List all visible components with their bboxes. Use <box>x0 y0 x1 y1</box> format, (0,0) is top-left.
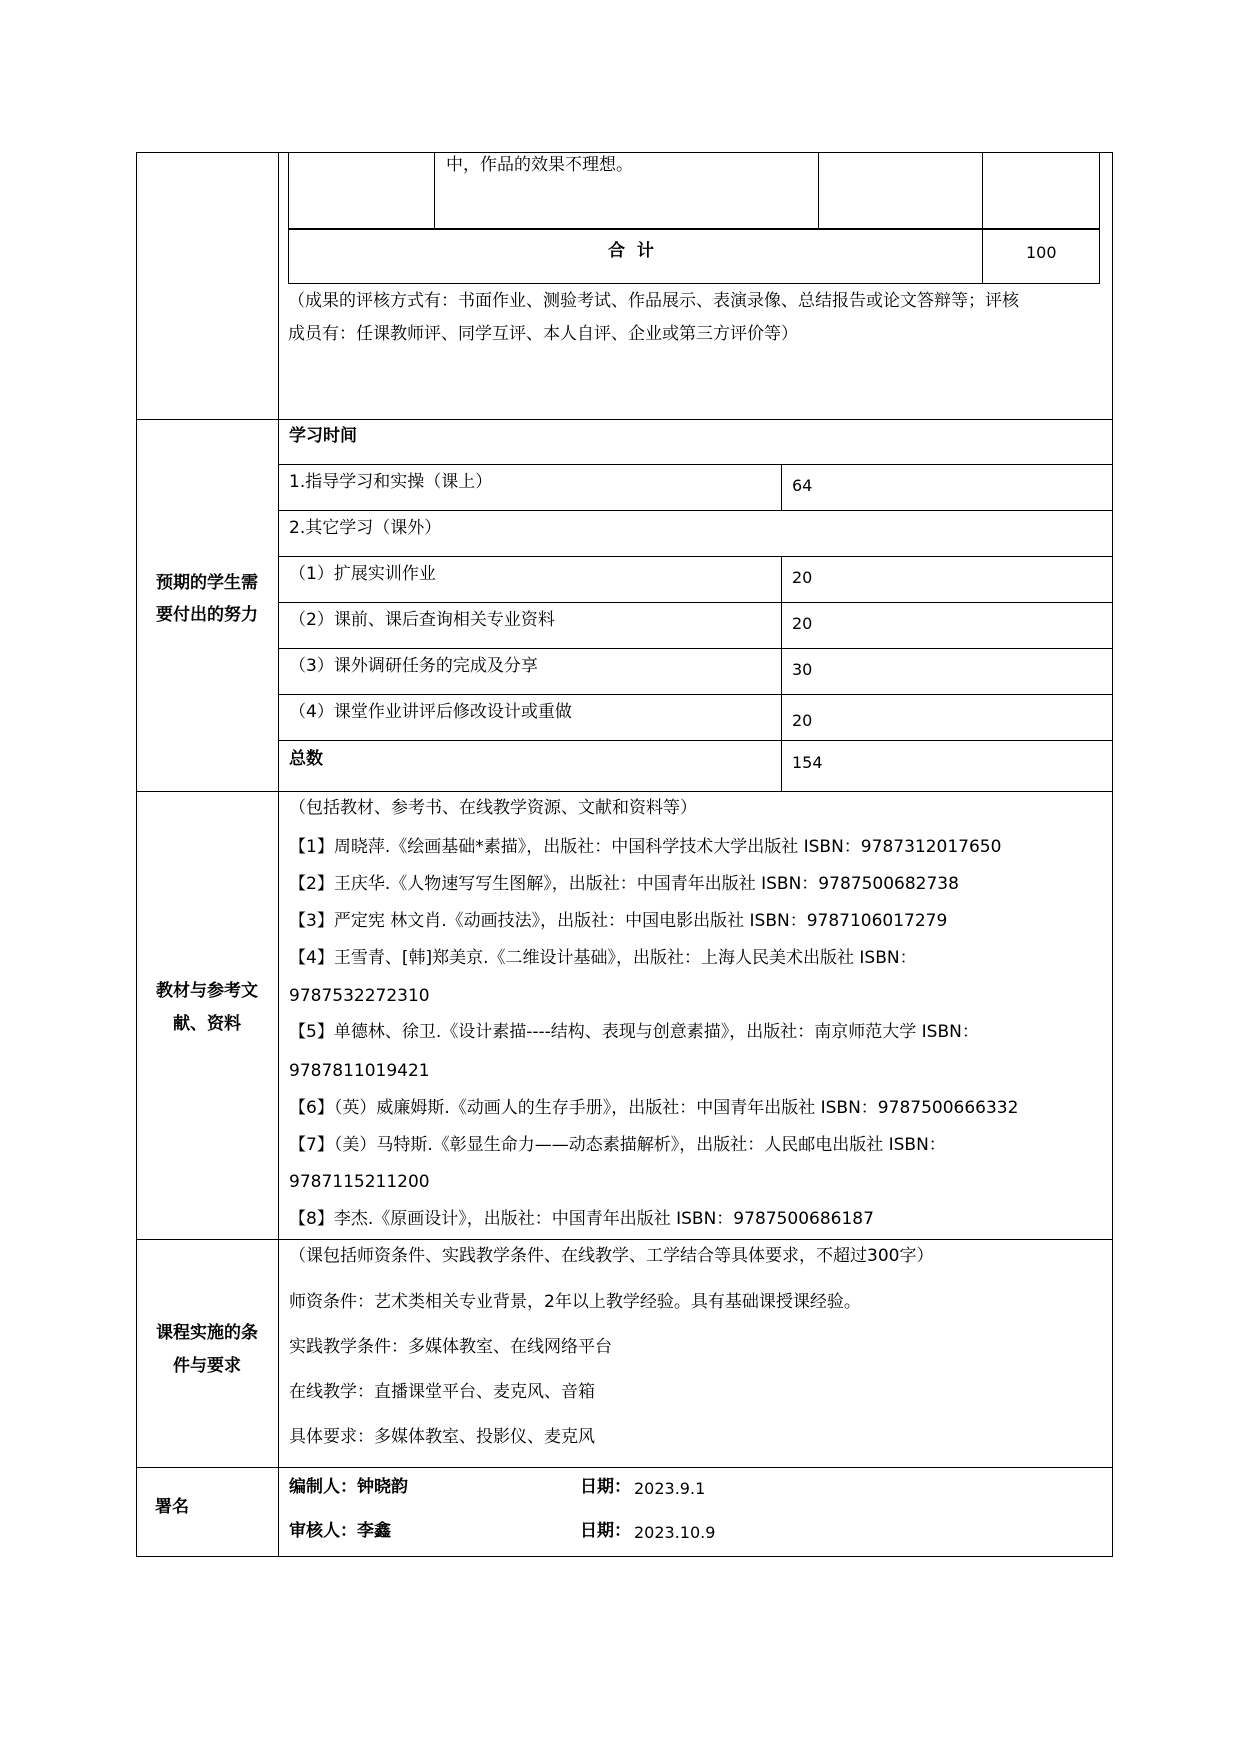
reviewer-label: 审核人：李鑫 <box>289 1521 391 1541</box>
signature-label: 署名 <box>155 1497 189 1517</box>
conditions-line: 师资条件：艺术类相关专业背景，2年以上教学经验。具有基础课授课经验。 <box>289 1292 861 1312</box>
total-label: 合 计 <box>608 241 654 261</box>
effort-row-value: 20 <box>792 614 813 633</box>
section-divider <box>136 1467 1113 1468</box>
effort-row-value: 20 <box>792 711 813 730</box>
section-divider <box>136 791 1113 792</box>
effort-row-label: （3）课外调研任务的完成及分享 <box>289 656 538 676</box>
materials-line: 【4】王雪青、[韩]郑美京.《二维设计基础》，出版社：上海人民美术出版社 ISBN： <box>289 948 917 968</box>
materials-line: 【3】严定宪 林文肖.《动画技法》，出版社：中国电影出版社 ISBN：9787106017279 <box>289 911 948 931</box>
materials-line: 【8】李杰.《原画设计》，出版社：中国青年出版社 ISBN：9787500686187 <box>289 1209 874 1229</box>
effort-row-divider <box>278 556 1113 557</box>
inner-table-row-divider <box>288 228 1100 230</box>
effort-row-divider <box>278 648 1113 649</box>
materials-line: 【7】（美）马特斯.《彰显生命力——动态素描解析》，出版社：人民邮电出版社 ISBN： <box>289 1135 946 1155</box>
section-divider <box>136 1239 1113 1240</box>
assessment-note-line-1: （成果的评核方式有：书面作业、测验考试、作品展示、表演录像、总结报告或论文答辩等；评核 <box>288 291 1019 311</box>
reviewer-date: 2023.10.9 <box>634 1523 716 1542</box>
effort-label-line-1: 预期的学生需 <box>156 573 258 593</box>
compiler-date: 2023.9.1 <box>634 1479 706 1498</box>
effort-row-value: 30 <box>792 660 813 679</box>
assessment-inner-table <box>288 152 1100 284</box>
conditions-line: 在线教学：直播课堂平台、麦克风、音箱 <box>289 1382 595 1402</box>
materials-line: 【2】王庆华.《人物速写写生图解》，出版社：中国青年出版社 ISBN：9787500682738 <box>289 874 959 894</box>
effort-total-value: 154 <box>792 753 823 772</box>
effort-row-value: 20 <box>792 568 813 587</box>
effort-row-divider <box>278 464 1113 465</box>
effort-row-label: 1.指导学习和实操（课上） <box>289 472 493 492</box>
conditions-line: （课包括师资条件、实践教学条件、在线教学、工学结合等具体要求，不超过300字） <box>289 1246 934 1266</box>
materials-label-line-2: 献、资料 <box>173 1014 241 1034</box>
section-divider <box>136 419 1113 420</box>
effort-row-divider <box>278 694 1113 695</box>
materials-line: 9787115211200 <box>289 1172 430 1192</box>
compiler-date-label: 日期： <box>580 1477 631 1497</box>
effort-row-divider <box>278 510 1113 511</box>
effort-row-label: （2）课前、课后查询相关专业资料 <box>289 610 555 630</box>
materials-line: 【5】单德林、徐卫.《设计素描----结构、表现与创意素描》，出版社：南京师范大学 ISBN： <box>289 1022 979 1042</box>
effort-heading: 学习时间 <box>289 426 357 446</box>
inner-table-col-divider <box>818 152 819 228</box>
materials-line: 9787811019421 <box>289 1061 430 1081</box>
reviewer-date-label: 日期： <box>580 1521 631 1541</box>
materials-label-line-1: 教材与参考文 <box>156 981 258 1001</box>
compiler-label: 编制人：钟晓韵 <box>289 1477 408 1497</box>
effort-value-col-divider <box>781 464 782 510</box>
effort-row-divider <box>278 602 1113 603</box>
effort-row-divider <box>278 740 1113 741</box>
effort-label-line-2: 要付出的努力 <box>156 605 258 625</box>
conditions-line: 实践教学条件：多媒体教室、在线网络平台 <box>289 1337 612 1357</box>
effort-total-label: 总数 <box>289 749 323 769</box>
materials-line: （包括教材、参考书、在线教学资源、文献和资料等） <box>289 798 697 818</box>
effort-row-label: 2.其它学习（课外） <box>289 518 442 538</box>
materials-line: 9787532272310 <box>289 986 430 1006</box>
inner-table-col-divider <box>434 152 435 228</box>
conditions-label-line-1: 课程实施的条 <box>156 1323 258 1343</box>
materials-line: 【1】周晓萍.《绘画基础*素描》，出版社：中国科学技术大学出版社 ISBN：9787312017650 <box>289 837 1002 857</box>
assessment-partial-text: 中，作品的效果不理想。 <box>446 155 633 175</box>
materials-line: 【6】（英）威廉姆斯.《动画人的生存手册》，出版社：中国青年出版社 ISBN：9787500666332 <box>289 1098 1019 1118</box>
conditions-line: 具体要求：多媒体教室、投影仪、麦克风 <box>289 1427 595 1447</box>
label-column-divider <box>278 152 279 1557</box>
assessment-note-line-2: 成员有：任课教师评、同学互评、本人自评、企业或第三方评价等） <box>288 324 798 344</box>
total-value: 100 <box>1026 243 1057 262</box>
effort-row-label: （1）扩展实训作业 <box>289 564 436 584</box>
effort-row-value: 64 <box>792 476 813 495</box>
effort-row-label: （4）课堂作业讲评后修改设计或重做 <box>289 702 572 722</box>
conditions-label-line-2: 件与要求 <box>173 1356 241 1376</box>
inner-table-col-divider <box>982 152 983 284</box>
effort-value-col-divider <box>781 556 782 791</box>
